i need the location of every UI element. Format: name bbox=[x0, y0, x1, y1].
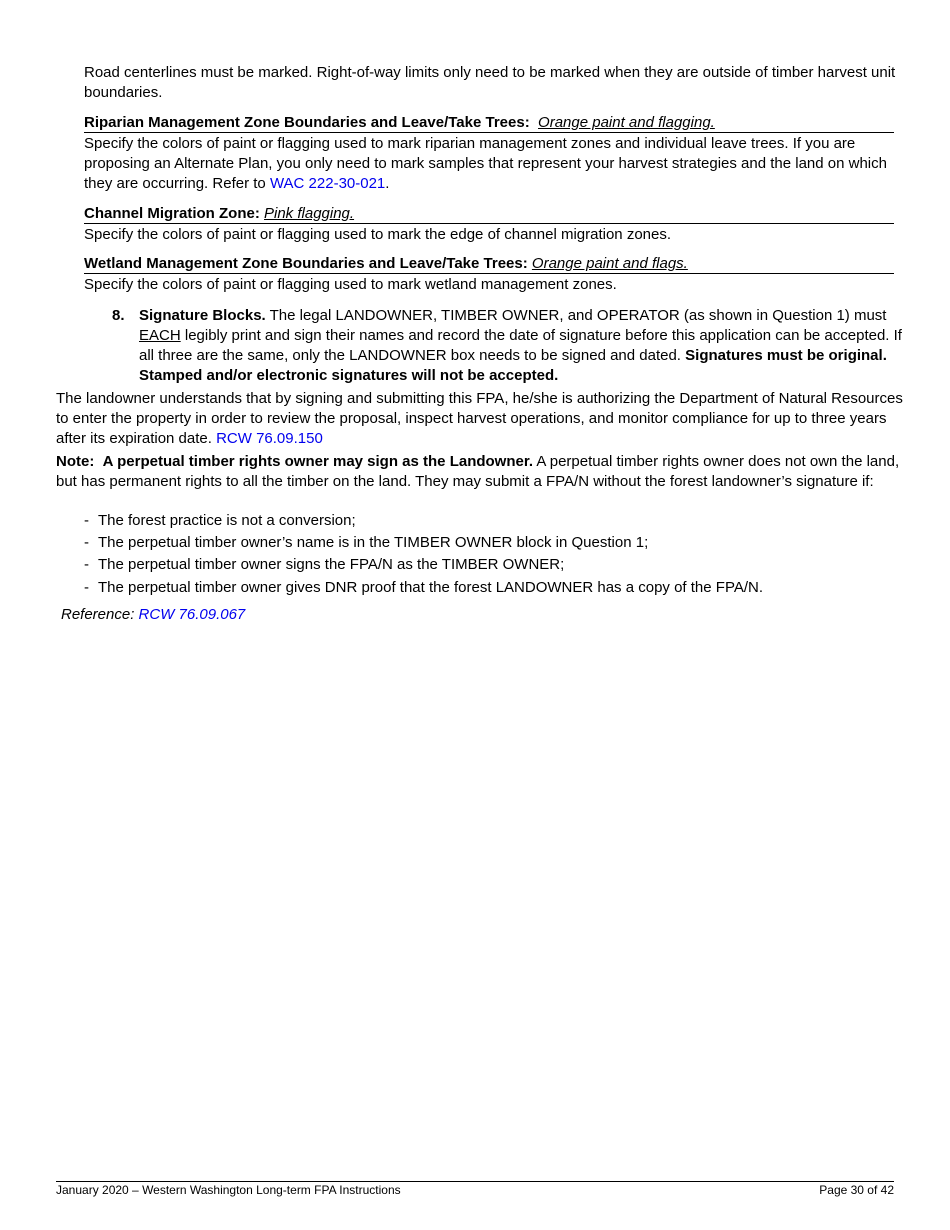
wetland-field-row bbox=[84, 254, 894, 274]
bullet-item bbox=[84, 511, 356, 531]
riparian-label: Riparian Management Zone Boundaries and Leave/Take Trees: bbox=[84, 114, 530, 131]
dash-marker: - bbox=[84, 512, 89, 529]
landowner-text: The landowner understands that by signing and submitting this FPA, he/she is authorizing the Department of Natural Resources to enter the property in order to review the proposal, inspect harvest operations, and monitor compliance for up to three years after its expiration date. bbox=[56, 390, 903, 447]
bullet-text: The perpetual timber owner’s name is in the TIMBER OWNER block in Question 1; bbox=[98, 534, 649, 551]
note-bold: A perpetual timber rights owner may sign as the Landowner. bbox=[102, 453, 534, 470]
wac-link[interactable]: WAC 222-30-021 bbox=[269, 175, 386, 192]
page-number: Page 30 of 42 bbox=[819, 1183, 894, 1197]
bullet-text: The perpetual timber owner signs the FPA/N as the TIMBER OWNER; bbox=[98, 556, 565, 573]
bullet-text: The forest practice is not a conversion; bbox=[98, 512, 356, 529]
riparian-after: . bbox=[385, 175, 390, 192]
wetland-value: Orange paint and flags. bbox=[531, 255, 688, 272]
riparian-value: Orange paint and flagging. bbox=[538, 114, 715, 131]
wetland-description: Specify the colors of paint or flagging used to mark wetland management zones. bbox=[84, 276, 617, 293]
dash-marker: - bbox=[84, 556, 89, 573]
cmz-description: Specify the colors of paint or flagging used to mark the edge of channel migration zones. bbox=[84, 226, 672, 243]
road-centerline-text: Road centerlines must be marked. Right-of-way limits only need to be marked when they are outside of timber harvest unit boundaries. bbox=[84, 64, 896, 101]
bullet-item bbox=[84, 578, 763, 598]
note-label: Note: bbox=[56, 453, 95, 470]
reference-line bbox=[61, 605, 245, 625]
cmz-value: Pink flagging. bbox=[264, 205, 355, 222]
dash-marker: - bbox=[84, 579, 89, 596]
cmz-field-row bbox=[84, 204, 894, 224]
reference-label: Reference: bbox=[61, 606, 135, 623]
wetland-label: Wetland Management Zone Boundaries and Leave/Take Trees: bbox=[84, 255, 528, 272]
bullet-item bbox=[84, 555, 564, 575]
footer-left: January 2020 – Western Washington Long-term FPA Instructions bbox=[56, 1183, 401, 1197]
signature-blocks-text bbox=[139, 306, 912, 386]
note-paragraph bbox=[56, 452, 916, 492]
signature-text-2: legibly print and sign their names and record the date of signature before this application can be accepted. If all three are the same, only the LANDOWNER box needs to be signed and dated. bbox=[139, 327, 902, 364]
rcw-76-09-150-link[interactable]: RCW 76.09.150 bbox=[216, 430, 323, 447]
landowner-paragraph bbox=[56, 389, 916, 449]
rcw-76-09-067-link[interactable]: RCW 76.09.067 bbox=[138, 606, 246, 623]
footer-divider bbox=[56, 1181, 894, 1182]
bullet-text: The perpetual timber owner gives DNR proof that the forest LANDOWNER has a copy of the FPA/N. bbox=[98, 579, 764, 596]
signature-blocks-title: Signature Blocks. bbox=[139, 307, 266, 324]
bullet-item bbox=[84, 533, 648, 553]
item-number: 8. bbox=[112, 307, 125, 324]
dash-marker: - bbox=[84, 534, 89, 551]
cmz-label: Channel Migration Zone: bbox=[84, 205, 260, 222]
riparian-description bbox=[84, 134, 899, 194]
each-underlined: EACH bbox=[139, 327, 181, 344]
signature-warning: Signatures must be original. Stamped and/or electronic signatures will not be accepted. bbox=[139, 347, 887, 384]
note-text: A perpetual timber rights owner does not own the land, but has permanent rights to all the timber on the land. They may submit a FPA/N without the forest landowner’s signature if: bbox=[56, 453, 900, 490]
riparian-desc-text: Specify the colors of paint or flagging used to mark riparian management zones and individual leave trees. If you are proposing an Alternate Plan, you only need to mark samples that represent your harvest strategies and the land on which they are occurring. Refer to bbox=[84, 135, 887, 192]
riparian-field-row bbox=[84, 113, 894, 133]
signature-text-1: The legal LANDOWNER, TIMBER OWNER, and OPERATOR (as shown in Question 1) must bbox=[269, 307, 887, 324]
